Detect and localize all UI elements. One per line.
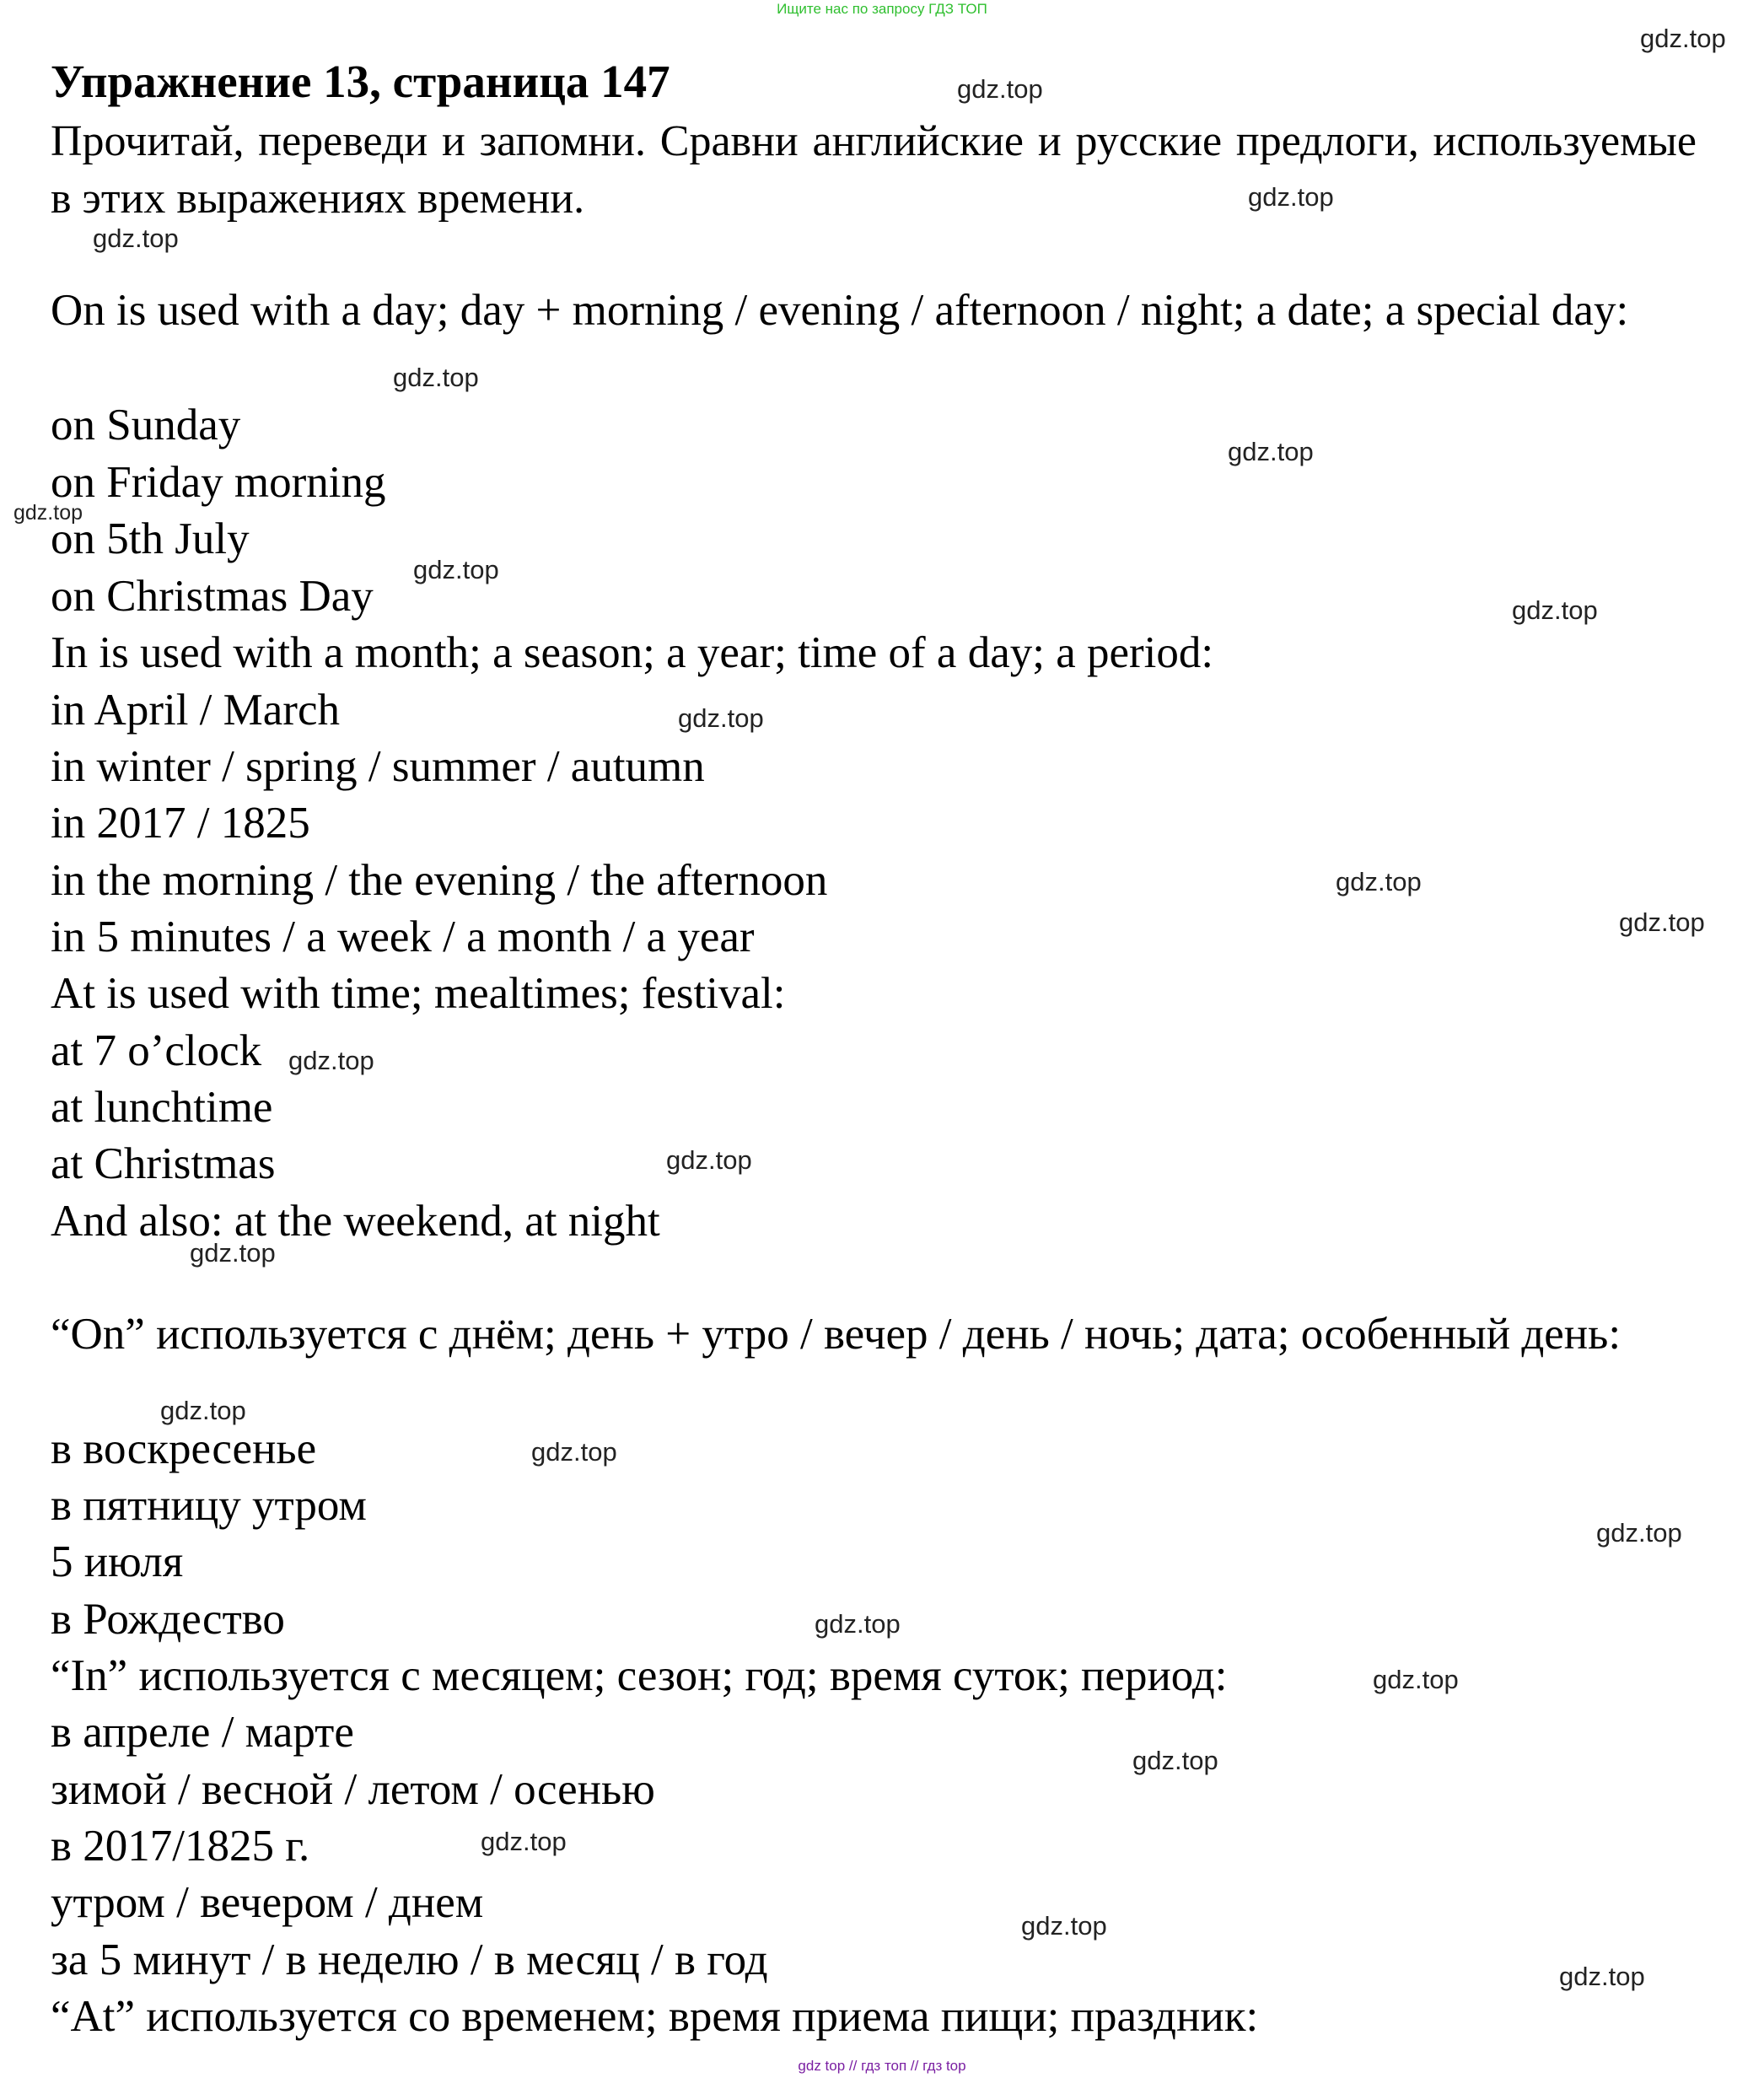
watermark: gdz.top	[1596, 1518, 1682, 1548]
watermark: gdz.top	[1021, 1911, 1107, 1941]
english-on-rule: On is used with a day; day + morning / evening / afternoon / night; a date; a special day:	[51, 286, 1629, 335]
watermark: gdz.top	[1619, 907, 1705, 937]
russian-on-example: в воскресенье	[51, 1424, 317, 1473]
watermark: gdz.top	[1228, 437, 1314, 466]
russian-at-rule: “At” используется со временем; время приема пищи; праздник:	[51, 1992, 1259, 2041]
watermark: gdz.top	[1373, 1665, 1459, 1694]
english-in-example: in winter / spring / summer / autumn	[51, 742, 705, 791]
watermark: gdz.top	[481, 1827, 567, 1856]
watermark: gdz.top	[93, 223, 179, 253]
russian-in-example: утром / вечером / днем	[51, 1878, 484, 1927]
english-in-rule: In is used with a month; a season; a year; time of a day; a period:	[51, 628, 1214, 677]
watermark: gdz.top	[13, 501, 83, 525]
english-at-rule: At is used with time; mealtimes; festival:	[51, 969, 786, 1018]
watermark: gdz.top	[1132, 1746, 1218, 1775]
watermark: gdz.top	[531, 1437, 617, 1467]
english-also: And also: at the weekend, at night	[51, 1197, 660, 1246]
watermark: gdz.top	[1640, 24, 1726, 53]
top-banner: Ищите нас по запросу ГДЗ ТОП	[777, 1, 987, 17]
english-in-example: in 2017 / 1825	[51, 799, 310, 848]
english-on-example: on Christmas Day	[51, 572, 374, 621]
watermark: gdz.top	[957, 74, 1043, 104]
russian-in-rule: “In” используется с месяцем; сезон; год; время суток; период:	[51, 1651, 1228, 1700]
watermark: gdz.top	[815, 1609, 901, 1639]
watermark: gdz.top	[1512, 595, 1598, 625]
russian-on-example: 5 июля	[51, 1537, 184, 1586]
page-title: Упражнение 13, страница 147	[51, 56, 670, 107]
watermark: gdz.top	[160, 1396, 246, 1425]
english-on-example: on Friday morning	[51, 458, 386, 507]
english-at-example: at Christmas	[51, 1139, 276, 1188]
watermark: gdz.top	[288, 1046, 374, 1075]
english-in-example: in the morning / the evening / the afternoon	[51, 856, 828, 905]
english-on-example: on 5th July	[51, 514, 250, 563]
russian-in-example: в 2017/1825 г.	[51, 1822, 310, 1871]
watermark: gdz.top	[413, 555, 499, 584]
task-instruction: Прочитай, переведи и запомни. Сравни английские и русские предлоги, используемые в этих выражениях времени.	[51, 117, 1697, 223]
english-in-example: in April / March	[51, 686, 340, 735]
english-at-example: at lunchtime	[51, 1083, 273, 1132]
watermark: gdz.top	[666, 1145, 752, 1175]
watermark: gdz.top	[1336, 867, 1422, 896]
russian-in-example: зимой / весной / летом / осенью	[51, 1765, 655, 1814]
watermark: gdz.top	[1248, 182, 1334, 212]
russian-in-example: за 5 минут / в неделю / в месяц / в год	[51, 1935, 768, 1984]
watermark: gdz.top	[190, 1238, 276, 1268]
russian-on-example: в пятницу утром	[51, 1481, 367, 1530]
russian-on-example: в Рождество	[51, 1595, 285, 1644]
watermark: gdz.top	[678, 703, 764, 733]
footer-watermark: gdz top // гдз топ // гдз top	[798, 2058, 966, 2074]
english-in-example: in 5 minutes / a week / a month / a year	[51, 912, 755, 961]
russian-in-example: в апреле / марте	[51, 1708, 354, 1757]
english-at-example: at 7 o’clock	[51, 1026, 262, 1075]
english-on-example: on Sunday	[51, 401, 241, 450]
russian-on-rule: “On” используется с днём; день + утро / вечер / день / ночь; дата; особенный день:	[51, 1310, 1621, 1359]
watermark: gdz.top	[393, 363, 479, 392]
watermark: gdz.top	[1559, 1962, 1645, 1991]
